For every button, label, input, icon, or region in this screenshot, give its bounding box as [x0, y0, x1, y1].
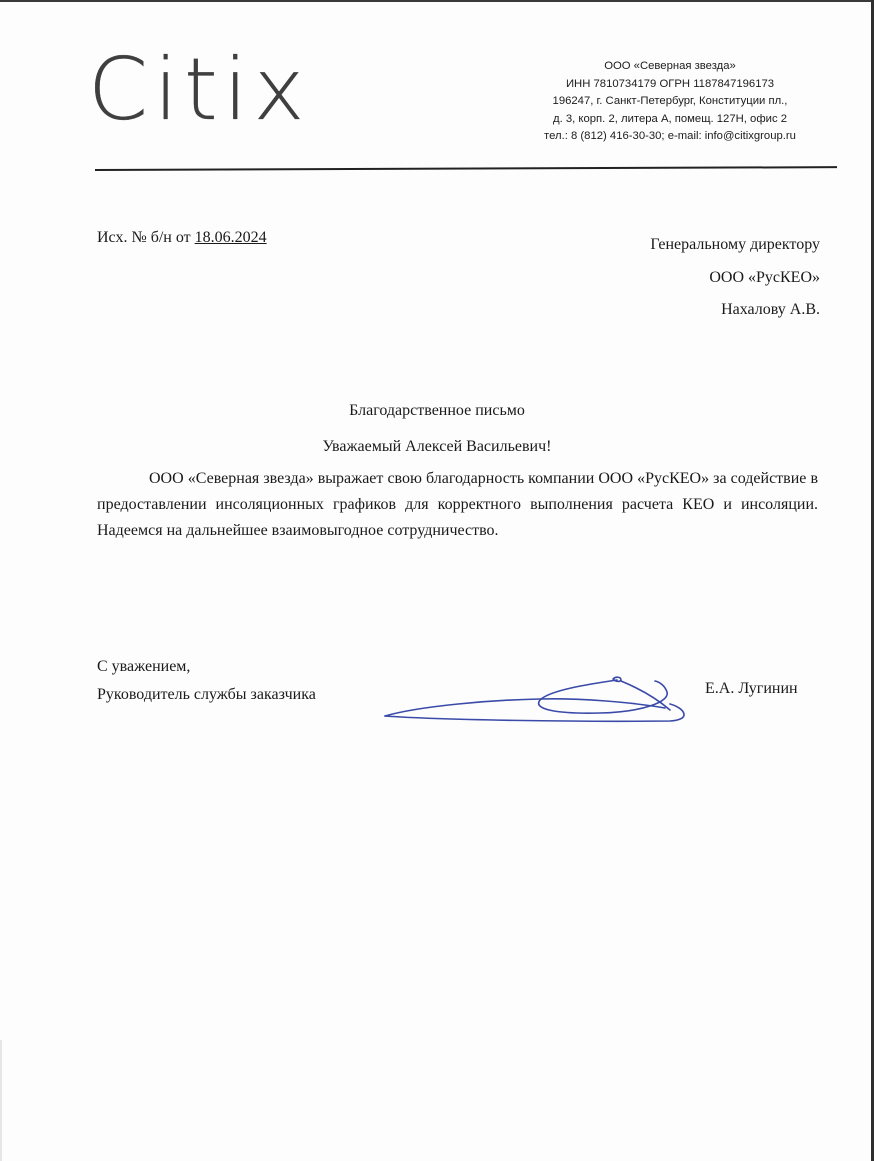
signature-stroke: [539, 680, 668, 713]
letter-title: Благодарственное письмо: [349, 402, 525, 419]
handwritten-signature: [380, 672, 700, 732]
addressee-name: Нахалову А.В.: [721, 301, 820, 318]
closing-regards: С уважением,: [97, 658, 191, 675]
company-logo: Citix: [88, 40, 311, 140]
addressee-position: Генеральному директору: [650, 236, 820, 253]
company-name: ООО «Северная звезда»: [604, 60, 736, 72]
reference-date: 18.06.2024: [194, 229, 267, 246]
letter-body: [97, 466, 818, 544]
salutation: Уважаемый Алексей Васильевич!: [322, 438, 552, 455]
signer-name: Е.А. Лугинин: [705, 680, 798, 697]
outgoing-reference: [97, 229, 267, 247]
signature-stroke: [385, 699, 665, 716]
page-edge-top: [0, 0, 874, 2]
company-contacts: тел.: 8 (812) 416-30-30; e-mail: info@citixgroup.ru: [544, 130, 796, 142]
company-address-line-2: д. 3, корп. 2, литера А, помещ. 127Н, офис 2: [552, 112, 788, 125]
page-edge-left: [0, 1040, 2, 1161]
addressee-block: [650, 229, 820, 327]
addressee-company: ООО «РусКЕО»: [709, 268, 820, 286]
signer-position: Руководитель службы заказчика: [97, 686, 316, 703]
body-paragraph: ООО «Северная звезда» выражает свою благодарность компании ООО «РусКЕО» за содействие в предоставлении инсоляционных графиков для корректного выполнения расчета КЕО и инсоляции. Надеемся на дальнейшее взаимовыгодное сотрудничество.: [97, 470, 818, 539]
company-address-line-1: 196247, г. Санкт-Петербург, Конституции пл.,: [552, 95, 788, 107]
header-divider: [95, 166, 837, 171]
reference-prefix: Исх. № б/н от: [97, 229, 195, 246]
company-info: [505, 58, 835, 146]
company-registration: ИНН 7810734179 ОГРН 1187847196173: [565, 77, 775, 90]
closing-block: [97, 653, 316, 709]
